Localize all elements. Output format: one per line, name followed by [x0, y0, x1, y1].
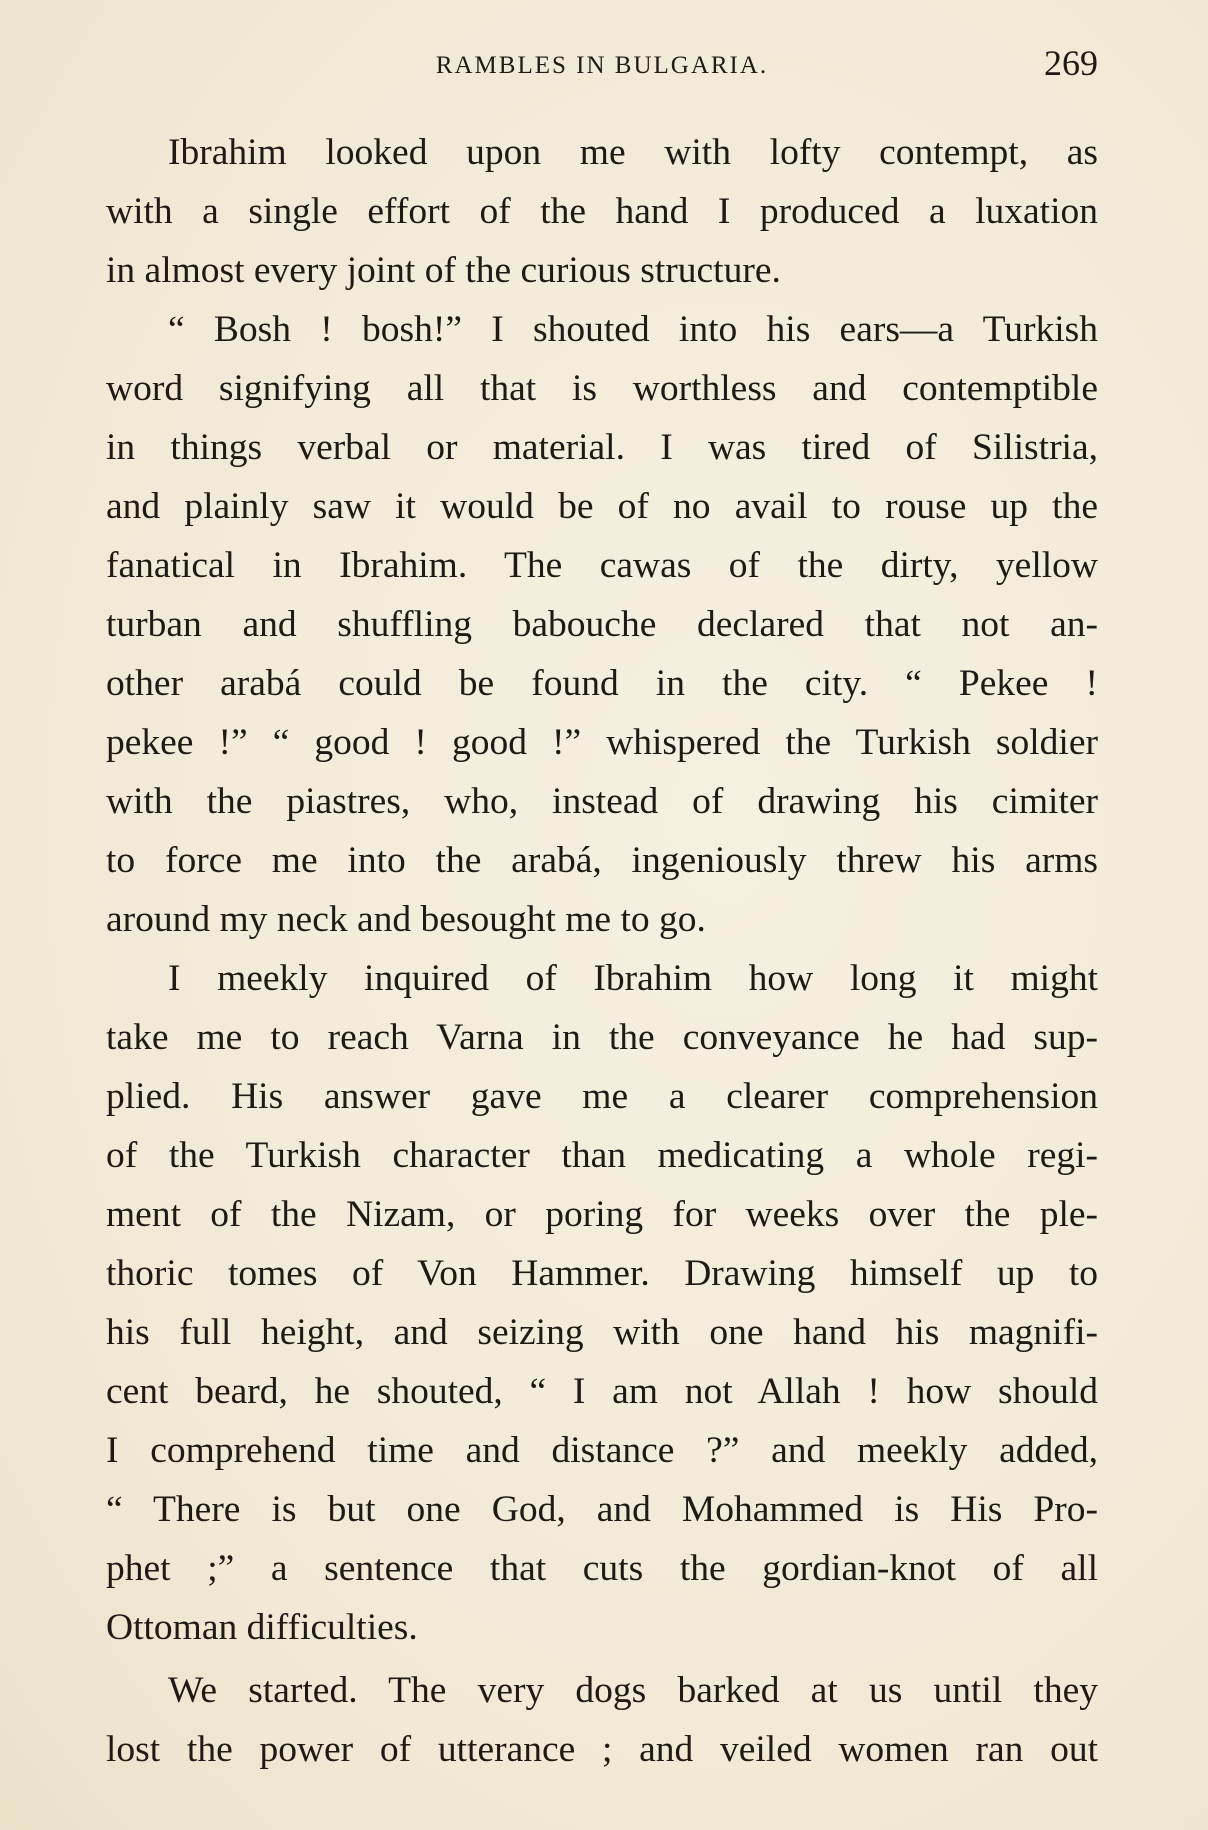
text-line: phet ;” a sentence that cuts the gordian-knot of all	[106, 1548, 1098, 1589]
text-line: Ibrahim looked upon me with lofty contempt, as	[168, 132, 1098, 173]
text-line: with the piastres, who, instead of drawing his cimiter	[106, 781, 1098, 822]
text-line: cent beard, he shouted, “ I am not Allah ! how should	[106, 1371, 1098, 1412]
text-line: of the Turkish character than medicating a whole regi-	[106, 1135, 1098, 1176]
running-title: RAMBLES IN BULGARIA.	[435, 52, 769, 79]
page-number: 269	[1044, 43, 1098, 83]
text-line: fanatical in Ibrahim. The cawas of the dirty, yellow	[106, 545, 1098, 586]
text-line: I meekly inquired of Ibrahim how long it might	[168, 958, 1098, 999]
text-line: ment of the Nizam, or poring for weeks over the ple-	[106, 1194, 1098, 1235]
text-line: “ Bosh ! bosh!” I shouted into his ears—a Turkish	[168, 309, 1098, 350]
text-line: and plainly saw it would be of no avail to rouse up the	[106, 486, 1098, 527]
text-line: take me to reach Varna in the conveyance he had sup-	[106, 1017, 1098, 1058]
text-line: Ottoman difficulties.	[106, 1607, 418, 1648]
text-line: in almost every joint of the curious structure.	[106, 250, 781, 291]
text-line: other arabá could be found in the city. “ Pekee !	[106, 663, 1098, 704]
text-line: with a single effort of the hand I produced a luxation	[106, 191, 1098, 232]
text-line: turban and shuffling babouche declared that not an-	[106, 604, 1098, 645]
text-line: We started. The very dogs barked at us until they	[168, 1670, 1098, 1711]
text-line: pekee !” “ good ! good !” whispered the Turkish soldier	[106, 722, 1098, 763]
text-line: thoric tomes of Von Hammer. Drawing himself up to	[106, 1253, 1098, 1294]
text-line: word signifying all that is worthless and contemptible	[106, 368, 1098, 409]
text-line: plied. His answer gave me a clearer comprehension	[106, 1076, 1098, 1117]
page-header	[106, 42, 1098, 92]
text-line: “ There is but one God, and Mohammed is His Pro-	[106, 1489, 1098, 1530]
text-line: to force me into the arabá, ingeniously threw his arms	[106, 840, 1098, 881]
text-line: lost the power of utterance ; and veiled women ran out	[106, 1729, 1098, 1770]
body-text	[106, 123, 1098, 1770]
text-line: I comprehend time and distance ?” and meekly added,	[106, 1430, 1098, 1471]
text-line: in things verbal or material. I was tired of Silistria,	[106, 427, 1098, 468]
text-line: his full height, and seizing with one hand his magnifi-	[106, 1312, 1098, 1353]
text-line: around my neck and besought me to go.	[106, 899, 706, 940]
